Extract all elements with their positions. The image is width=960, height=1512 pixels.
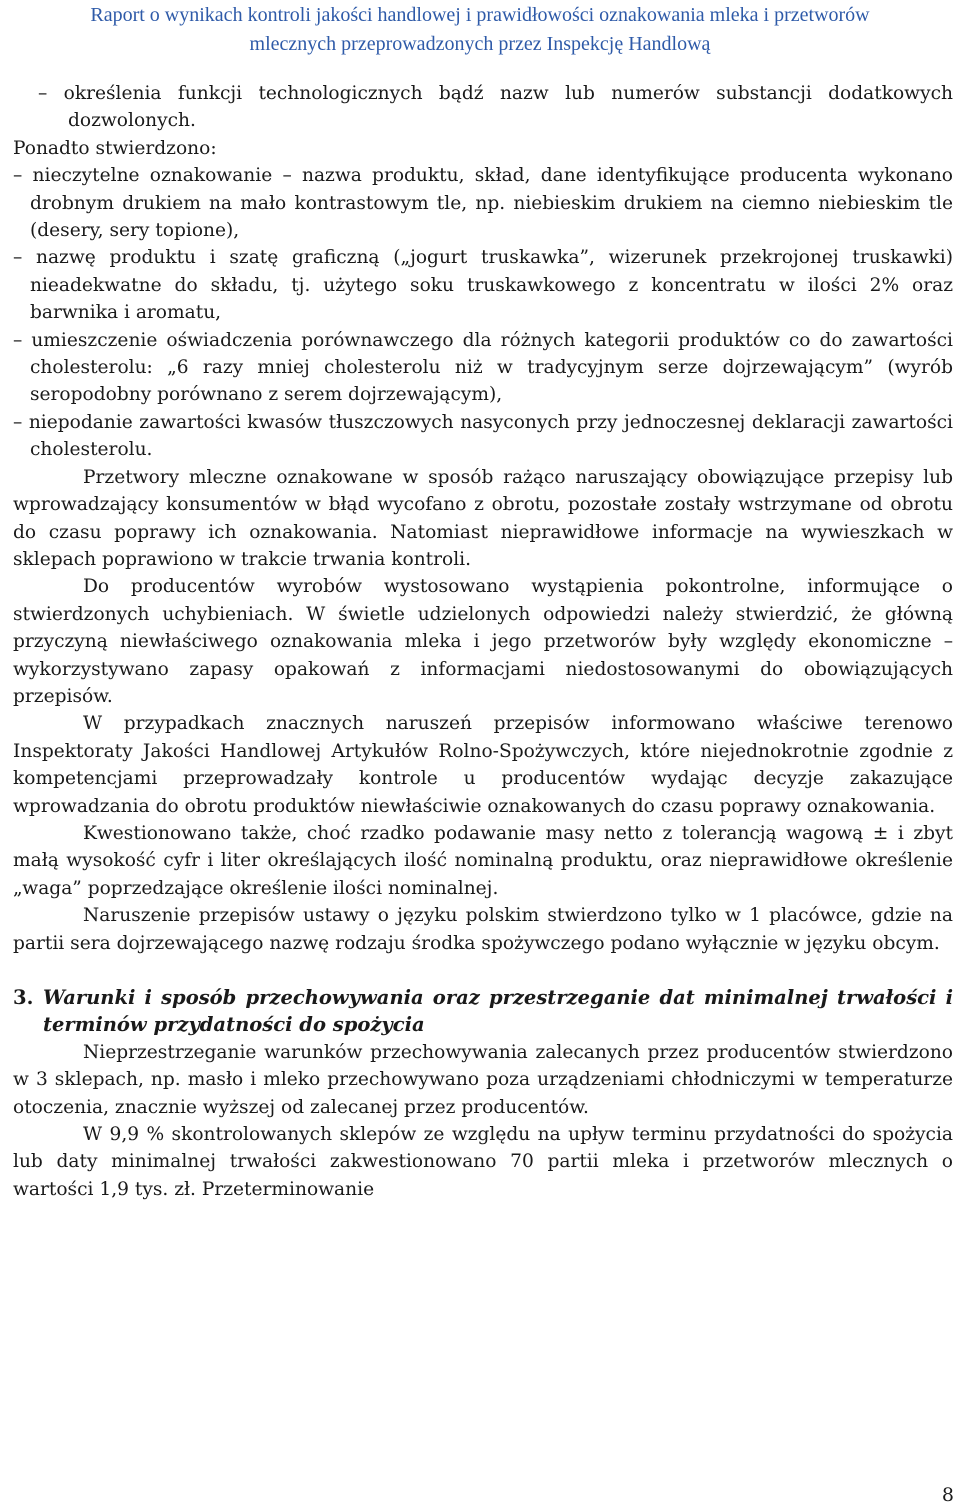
list-item-fatty-acids: – niepodanie zawartości kwasów tłuszczowych nasyconych przy jednoczesnej deklaracji zawartości cholesterolu. [13, 411, 953, 461]
section-number: 3. [13, 986, 34, 1009]
header-line-1: Raport o wynikach kontroli jakości handlowej i prawidłowości oznakowania mleka i przetworów [90, 4, 870, 26]
section-title: Warunki i sposób przechowywania oraz przestrzeganie dat minimalnej trwałości i terminów przydatności do spożycia [43, 986, 953, 1037]
section-heading [13, 984, 953, 1039]
list-item-product-name: – nazwę produktu i szatę graficzną („jogurt truskawka”, wizerunek przekrojonej truskawki) nieadekwatne do składu, tj. użytego soku truskawkowego z koncentratu w ilości 2% oraz barwnika i aromatu, [13, 247, 953, 324]
paragraph-storage: Nieprzestrzeganie warunków przechowywania zalecanych przez producentów stwierdzono w 3 sklepach, np. masło i mleko przechowywano poza urządzeniami chłodniczymi w temperaturze otoczenia, znacznie wyższej od zalecanej przez producentów. [13, 1041, 953, 1118]
spacer [13, 957, 953, 984]
paragraph-inspectorates: W przypadkach znacznych naruszeń przepisów informowano właściwe terenowo Inspektoraty Jakości Handlowej Artykułów Rolno-Spożywczych, które niejednokrotnie zgodnie z kompetencjami przeprowadzały kontrole u producentów wydając decyzje zakazujące wprowadzania do obrotu produktów niewłaściwie oznakowanych do czasu poprawy oznakowania. [13, 713, 953, 817]
paragraph-expiry: W 9,9 % skontrolowanych sklepów ze względu na upływ terminu przydatności do spożycia lub daty minimalnej trwałości zakwestionowano 70 partii mleka i przetworów mlecznych o wartości 1,9 tys. zł. Przeterminowanie [13, 1124, 953, 1200]
paragraph-withdrawal: Przetwory mleczne oznakowane w sposób rażąco naruszający obowiązujące przepisy lub wprowadzający konsumentów w błąd wycofano z obrotu, pozostałe zostały wstrzymane od obrotu do czasu poprawy ich oznakowania. Natomiast nieprawidłowe informacje na wywieszkach w sklepach poprawiono w trakcie trwania kontroli. [13, 466, 953, 570]
paragraph-language: Naruszenie przepisów ustawy o języku polskim stwierdzono tylko w 1 placówce, gdzie na partii sera dojrzewającego nazwę rodzaju środka spożywczego podano wyłącznie w języku obcym. [13, 905, 953, 954]
page-number: 8 [941, 1484, 954, 1506]
paragraph-findings-intro: Ponadto stwierdzono: [13, 137, 217, 159]
document-body [13, 80, 953, 1203]
paragraph-net-weight: Kwestionowano także, choć rzadko podawanie masy netto z tolerancją wagową ± i zbyt małą wysokość cyfr i liter określających ilość nominalną produktu, oraz nieprawidłowe określenie „waga” poprzedzające określenie ilości nominalnej. [13, 822, 953, 899]
list-item-comparative-claim: – umieszczenie oświadczenia porównawczego dla różnych kategorii produktów co do zawartości cholesterolu: „6 razy mniej cholesterolu niż w tradycyjnym serze dojrzewającym” (wyrób seropodobny porównano z serem dojrzewającym), [13, 329, 953, 406]
header-line-2: mlecznych przeprowadzonych przez Inspekcję Handlową [249, 33, 711, 55]
paragraph-producers: Do producentów wyrobów wystosowano wystąpienia pokontrolne, informujące o stwierdzonych uchybieniach. W świetle udzielonych odpowiedzi należy stwierdzić, że główną przyczyną niewłaściwego oznakowania mleka i jego przetworów były względy ekonomiczne – wykorzystywano zapasy opakowań z informacjami niedostosowanymi do obowiązujących przepisów. [13, 576, 953, 707]
list-item-illegible: – nieczytelne oznakowanie – nazwa produktu, skład, dane identyfikujące producenta wykonano drobnym drukiem na mało kontrastowym tle, np. niebieskim drukiem na ciemno niebieskim tle (desery, sery topione), [13, 165, 953, 242]
page-header [0, 0, 960, 59]
paragraph-substances: – określenia funkcji technologicznych bądź nazw lub numerów substancji dodatkowych dozwolonych. [38, 83, 953, 132]
